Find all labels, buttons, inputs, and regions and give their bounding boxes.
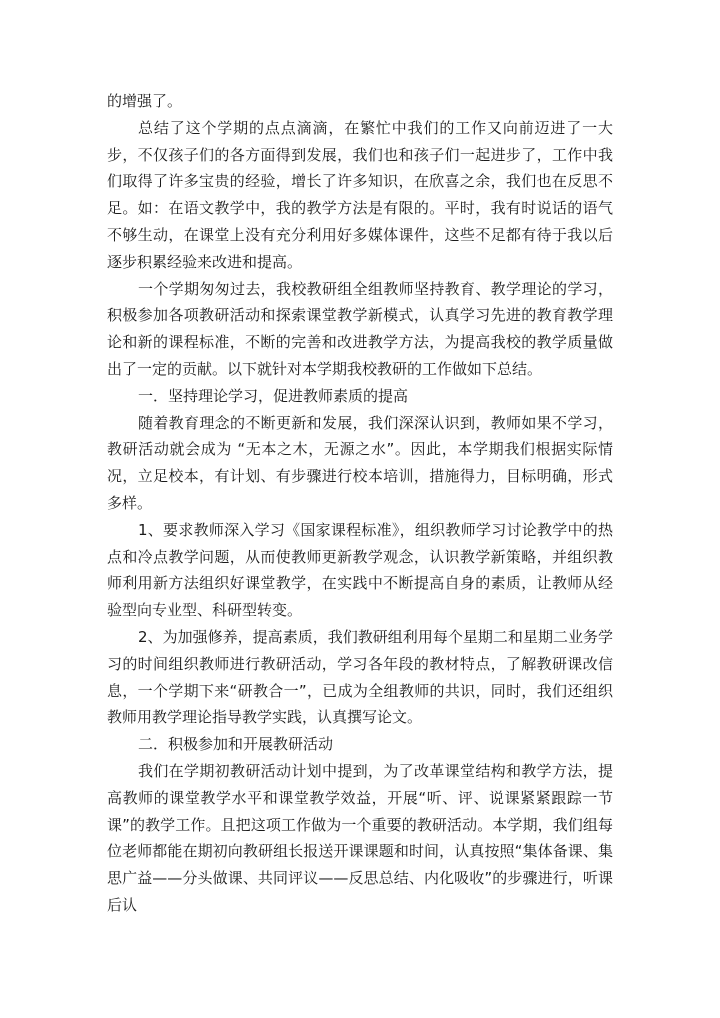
list-item-2-training: 2、为加强修养，提高素质，我们教研组利用每个星期二和星期二业务学习的时间组织教师进行教研活动，学习各年段的教材特点，了解教研课改信息，一个学期下来“研教合一”，已成为全组教师的共识，同时，我们还组织教师用教学理论指导教学实践，认真撰写论文。 (107, 627, 613, 727)
section-heading-research-activities: 二．积极参加和开展教研活动 (138, 735, 334, 754)
paragraph-research-activities: 我们在学期初教研活动计划中提到，为了改革课堂结构和教学方法，提高教师的课堂教学水平和课堂教学效益，开展“听、评、说课紧紧跟踪一节课”的教学工作。且把这项工作做为一个重要的教研活动。本学期，我们组每位老师都能在期初向教研组长报送开课课题和时间，认真按照“集体备课、集思广益——分头做课、共同评议——反思总结、内化吸收”的步骤进行，听课后认 (107, 761, 613, 914)
section-heading-theory-study: 一．坚持理论学习，促进教师素质的提高 (138, 386, 409, 405)
list-item-1-curriculum: 1、要求教师深入学习《国家课程标准》，组织教师学习讨论教学中的热点和冷点教学问题，从而使教师更新教学观念，认识教学新策略，并组织教师利用新方法组织好课堂教学，在实践中不断提高自身的素质，让教师从经验型向专业型、科研型转变。 (107, 520, 613, 620)
paragraph-theory-study: 随着教育理念的不断更新和发展，我们深深认识到，教师如果不学习，教研活动就会成为 “无本之木，无源之水”。因此，本学期我们根据实际情况，立足校本，有计划、有步骤进行校本培训，措施得力，目标明确，形式多样。 (107, 413, 613, 512)
paragraph-research-intro: 一个学期匆匆过去，我校教研组全组教师坚持教育、教学理论的学习，积极参加各项教研活动和探索课堂教学新模式，认真学习先进的教育教学理论和新的课程标准，不断的完善和改进教学方法，为提高我校的教学质量做出了一定的贡献。以下就针对本学期我校教研的工作做如下总结。 (107, 279, 613, 378)
paragraph-term-summary: 总结了这个学期的点点滴滴，在繁忙中我们的工作又向前迈进了一大步，不仅孩子们的各方面得到发展，我们也和孩子们一起进步了，工作中我们取得了许多宝贵的经验，增长了许多知识，在欣喜之余，我们也在反思不足。如：在语文教学中，我的教学方法是有限的。平时，我有时说话的语气不够生动，在课堂上没有充分利用好多媒体课件，这些不足都有待于我以后逐步积累经验来改进和提高。 (107, 118, 613, 271)
paragraph-continuation: 的增强了。 (107, 92, 183, 110)
document-body (107, 88, 613, 919)
